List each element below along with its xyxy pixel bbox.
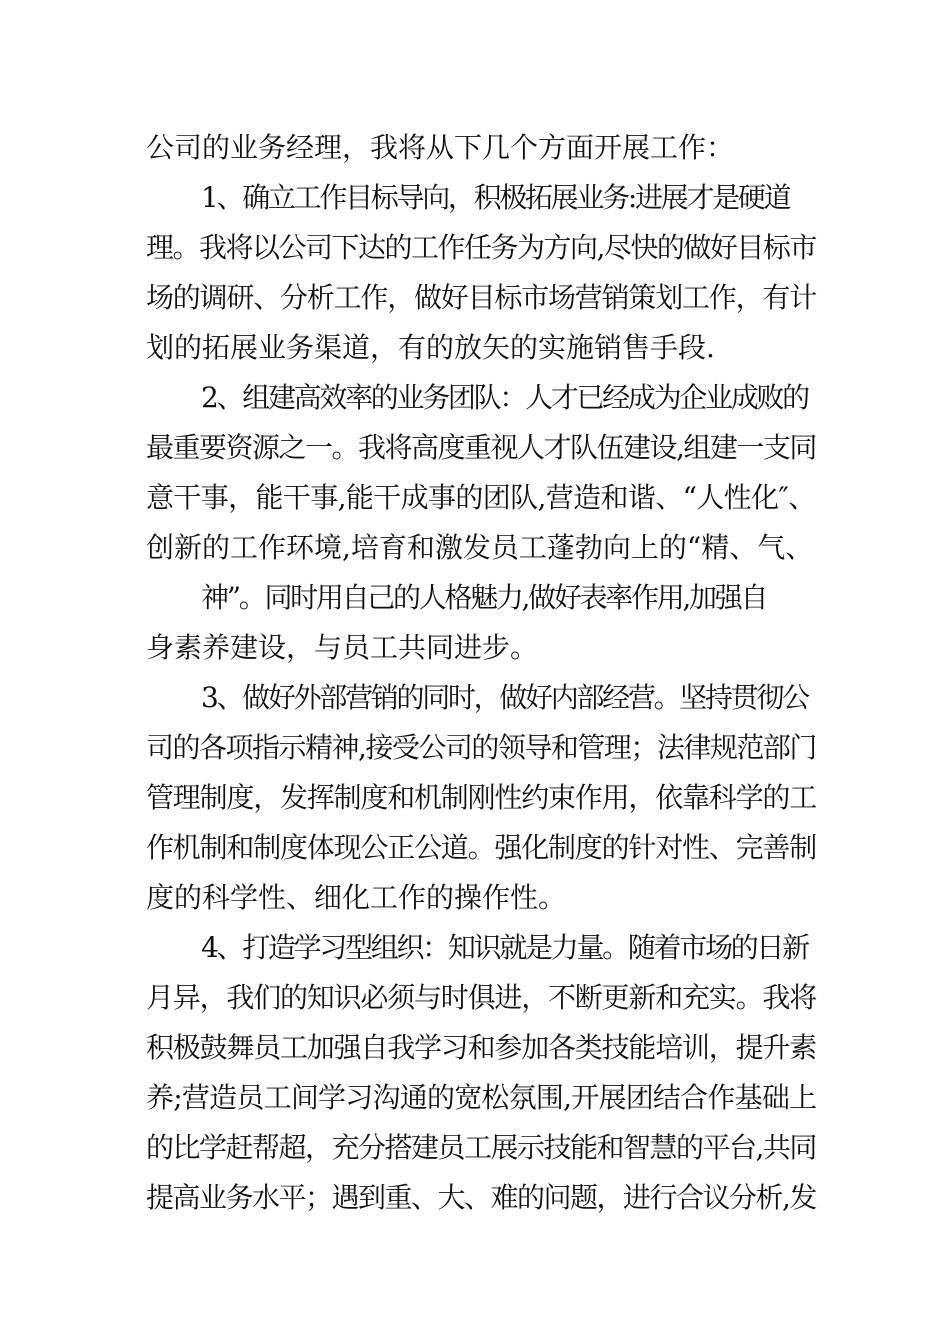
paragraph-1-start: 1、确立工作目标导向，积极拓展业务:进展才是硬道 [201, 181, 790, 214]
text-line: 身素养建设，与员工共同进步。 [146, 631, 539, 664]
text-line: 作机制和制度体现公正公道。强化制度的针对性、完善制 [146, 831, 817, 864]
text-line: 度的科学性、细化工作的操作性。 [146, 881, 567, 914]
text-line: 场的调研、分析工作，做好目标市场营销策划工作，有计 [146, 281, 817, 314]
text-line: 创新的工作环境,培育和激发员工蓬勃向上的“精、气、 [146, 531, 814, 564]
text-line: 提高业务水平；遇到重、大、难的问题，进行合议分析,发 [146, 1181, 816, 1214]
text-line: 意干事，能干事,能干成事的团队,营造和谐、“人性化″、 [146, 481, 816, 514]
paragraph-2-start: 2、组建高效率的业务团队：人才已经成为企业成败的 [201, 381, 808, 414]
text-line: 最重要资源之一。我将高度重视人才队伍建设,组建一支同 [146, 431, 816, 464]
text-line: 理。我将以公司下达的工作任务为方向,尽快的做好目标市 [146, 231, 816, 264]
text-line: 月异，我们的知识必须与时俱进，不断更新和充实。我将 [146, 981, 817, 1014]
text-line: 的比学赶帮超，充分搭建员工展示技能和智慧的平台,共同 [146, 1131, 816, 1164]
text-line: 养;营造员工间学习沟通的宽松氛围,开展团结合作基础上 [146, 1081, 817, 1114]
paragraph-3-start: 3、做好外部营销的同时，做好内部经营。坚持贯彻公 [201, 681, 808, 714]
text-line: 司的各项指示精神,接受公司的领导和管理；法律规范部门 [146, 731, 816, 764]
text-line: 公司的业务经理，我将从下几个方面开展工作： [146, 131, 735, 164]
text-line: 管理制度，发挥制度和机制刚性约束作用，依靠科学的工 [146, 781, 817, 814]
text-line: 神”。同时用自己的人格魅力,做好表率作用,加强自 [201, 581, 767, 614]
text-line: 划的拓展业务渠道，有的放矢的实施销售手段. [146, 331, 715, 364]
text-line: 积极鼓舞员工加强自我学习和参加各类技能培训，提升素 [146, 1031, 817, 1064]
paragraph-4-start: 4、打造学习型组织：知识就是力量。随着市场的日新 [201, 931, 808, 964]
